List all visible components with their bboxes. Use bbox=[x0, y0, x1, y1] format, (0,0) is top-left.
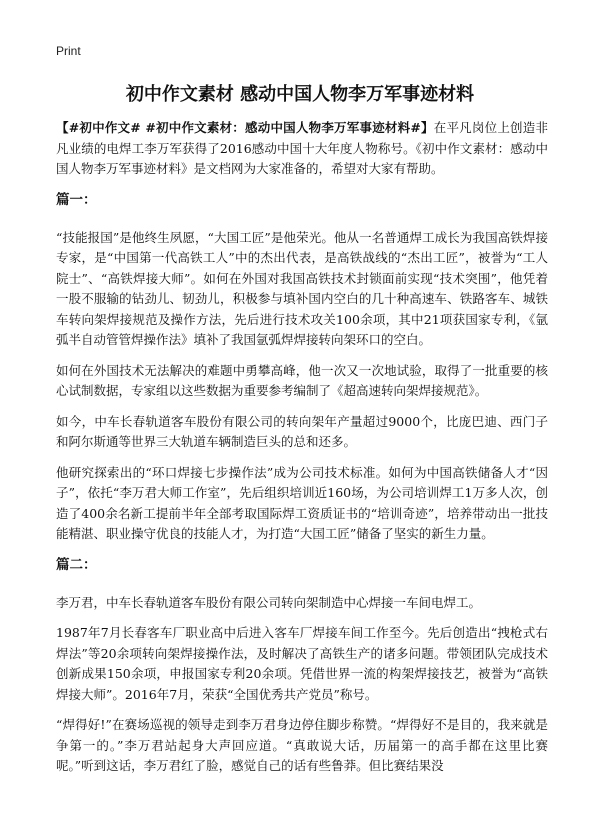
paragraph: “焊得好!”在赛场巡视的领导走到李万君身边停住脚步称赞。“焊得好不是目的，我来就是争第一的。”李万君站起身大声回应道。“真敢说大话，历届第一的高手都在这里比赛呢。”听到这话，李万君红了脸，感觉自己的话有些鲁莽。但比赛结果没 bbox=[56, 717, 548, 773]
intro-tag: 【#初中作文# #初中作文素材：感动中国人物李万军事迹材料#】 bbox=[56, 120, 434, 135]
paragraph: 他研究探索出的“环口焊接七步操作法”成为公司技术标准。如何为中国高铁储备人才“因子”，依托“李万君大师工作室”，先后组织培训近160场，为公司培训焊工1万多人次，创造了400余名新工提前半年全部考取国际焊工资质证书的“培训奇迹”，培养带动出一批技能精湛、职业操守优良的技能人才，为打造“大国工匠”储备了坚实的新生力量。 bbox=[56, 464, 548, 541]
intro-text: 在平凡岗位上创造非凡业绩的电焊工李万军获得了2016感动中国十大年度人物称号。《初中作文素材：感动中国人物李万军事迹材料》是文档网为大家准备的，希望对大家有帮助。 bbox=[56, 120, 548, 176]
page-title: 初中作文素材 感动中国人物李万军事迹材料 bbox=[125, 84, 475, 105]
paragraph: 李万君，中车长春轨道客车股份有限公司转向架制造中心焊接一车间电焊工。 bbox=[56, 594, 482, 610]
paragraph: 如何在外国技术无法解决的难题中勇攀高峰，他一次又一次地试验，取得了一批重要的核心试制数据，专家组以这些数据为重要参考编制了《超高速转向架焊接规范》。 bbox=[56, 362, 548, 398]
paragraph: 1987年7月长春客车厂职业高中后进入客车厂焊接车间工作至今。先后创造出“拽枪式右焊法”等20余项转向架焊接操作法，及时解决了高铁生产的诸多问题。带领团队完成技术创新成果150余项，申报国家专利20余项。凭借世界一流的构架焊接技艺，被誉为“高铁焊接大师”。2016年7月，荣获“全国优秀共产党员”称号。 bbox=[56, 625, 548, 702]
article-body bbox=[56, 118, 548, 787]
section-heading-2: 篇二： bbox=[56, 556, 97, 573]
paragraph: 如今，中车长春轨道客车股份有限公司的转向架年产量超过9000个，比庞巴迪、西门子和阿尔斯通等世界三大轨道车辆制造巨头的总和还多。 bbox=[56, 413, 548, 449]
intro-paragraph bbox=[56, 118, 548, 180]
print-link[interactable]: Print bbox=[56, 44, 81, 58]
section-heading-1: 篇一： bbox=[56, 191, 97, 208]
paragraph: “技能报国”是他终生夙愿，“大国工匠”是他荣光。他从一名普通焊工成长为我国高铁焊接专家，是“中国第一代高铁工人”中的杰出代表，是高铁战线的“杰出工匠”，被誉为“工人院士”、“高铁焊接大师”。如何在外国对我国高铁技术封锁面前实现“技术突围”，他凭着一股不服输的钻劲儿、韧劲儿，积极参与填补国内空白的几十种高速车、铁路客车、城铁车转向架焊接规范及操作方法，先后进行技术攻关100余项，其中21项获国家专利，《氩弧半自动管管焊操作法》填补了我国氩弧焊焊接转向架环口的空白。 bbox=[56, 229, 548, 347]
